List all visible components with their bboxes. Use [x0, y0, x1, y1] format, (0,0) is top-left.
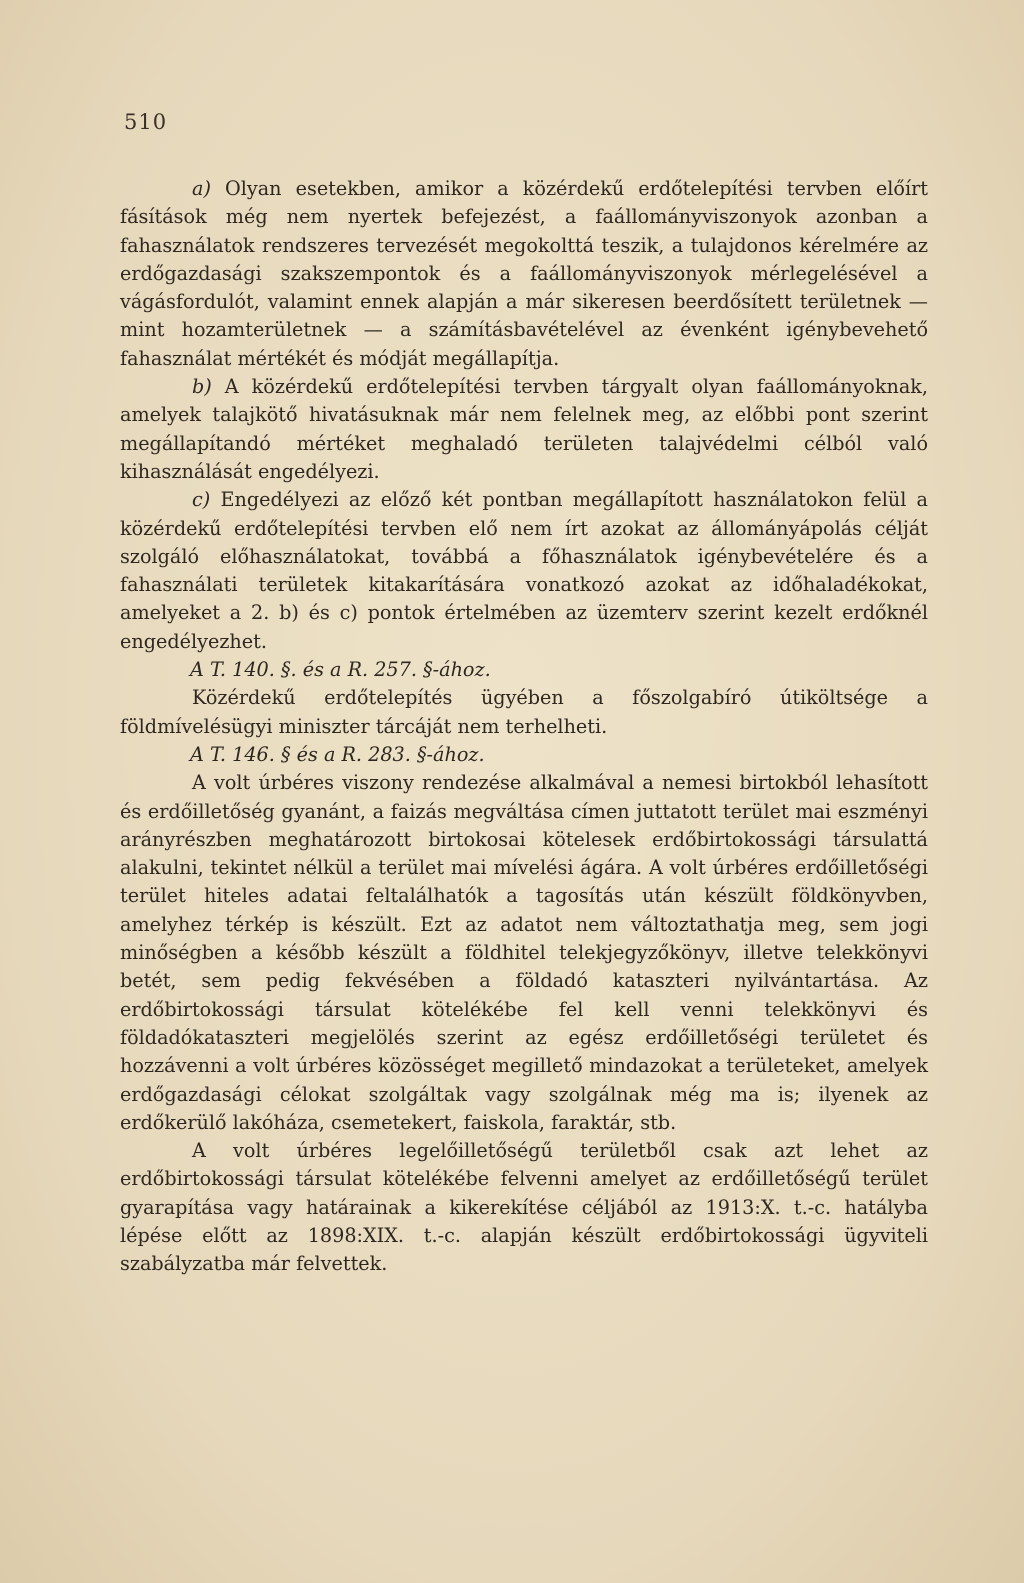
- page-text: [120, 175, 928, 1279]
- paragraph-text: Engedélyezi az előző két pontban megállapított használatokon felül a közérdekű erdőtelepítési tervben elő nem írt azokat az állományápolás célját szolgáló előhasználatokat, továbbá a főhasználatok igénybevételére és a fahasználati területek kitakarítására vonatkozó azokat az időhaladékokat, amelyeket a 2. b) és c) pontok értelmében az üzemterv szerint kezelt erdőknél engedélyezhet.: [120, 488, 928, 653]
- paragraph-b: [120, 373, 928, 486]
- page-number: 510: [124, 110, 168, 134]
- paragraph-label: a): [192, 177, 211, 200]
- section-heading: A T. 140. §. és a R. 257. §-ához.: [190, 658, 491, 682]
- section-paragraph: A volt úrbéres viszony rendezése alkalmával a nemesi birtokból lehasított és erdőilletőség gyanánt, a faizás megváltása címen juttatott terület mai eszményi arányrészben meghatározott birtokosai kötelesek erdőbirtokossági társulattá alakulni, tekintet nélkül a terület mai mívelési ágára. A volt úrbéres erdőilletőségi terület hiteles adatai feltalálhatók a tagosítás után készült földkönyvben, amelyhez térkép is készült. Ezt az adatot nem változtathatja meg, sem jogi minőségben a később készült a földhitel telekjegyzőkönyv, illetve telekkönyvi betét, sem pedig fekvésében a földadó kataszteri nyilvántartása. Az erdőbirtokossági társulat kötelékébe fel kell venni telekkönyvi és földadókataszteri megjelölés szerint az egész erdőilletőségi területet és hozzávenni a volt úrbéres közösséget megillető mindazokat a területeket, amelyek erdőgazdasági célokat szolgáltak vagy szolgálnak még ma is; ilyenek az erdőkerülő lakóháza, csemetekert, faiskola, faraktár, stb.: [120, 771, 928, 1134]
- paragraph-text: Olyan esetekben, amikor a közérdekű erdőtelepítési tervben előírt fásítások még nem nyertek befejezést, a faállományviszonyok azonban a fahasználatok rendszeres tervezését megokolttá teszik, a tulajdonos kérelmére az erdőgazdasági szakszempontok és a faállományviszonyok mérlegelésével a vágásfordulót, valamint ennek alapján a már sikeresen beerdősített területnek — mint hozamterületnek — a számításbavételével az évenként igénybevehető fahasználat mértékét és módját megállapítja.: [120, 177, 928, 370]
- section-paragraph: Közérdekű erdőtelepítés ügyében a főszolgabíró útiköltsége a földmívelésügyi miniszter tárcáját nem terhelheti.: [120, 686, 928, 738]
- section-paragraph: A volt úrbéres legelőilletőségű területből csak azt lehet az erdőbirtokossági társulat kötelékébe felvenni amelyet az erdőilletőségű terület gyarapítása vagy határainak a kikerekítése céljából az 1913:X. t.-c. hatályba lépése előtt az 1898:XIX. t.-c. alapján készült erdőbirtokossági ügyviteli szabályzatba már felvettek.: [120, 1139, 928, 1276]
- paragraph-c: [120, 486, 928, 656]
- paragraph-label: b): [192, 375, 212, 399]
- section-heading: A T. 146. § és a R. 283. §-ához.: [190, 742, 485, 766]
- paragraph-text: A közérdekű erdőtelepítési tervben tárgyalt olyan faállományoknak, amelyek talajkötő hivatásuknak már nem felelnek meg, az előbbi pont szerint megállapítandó mértéket meghaladó területen talajvédelmi célból való kihasználását engedélyezi.: [120, 375, 928, 483]
- paragraph-a: [120, 175, 928, 373]
- paragraph-label: c): [192, 488, 211, 512]
